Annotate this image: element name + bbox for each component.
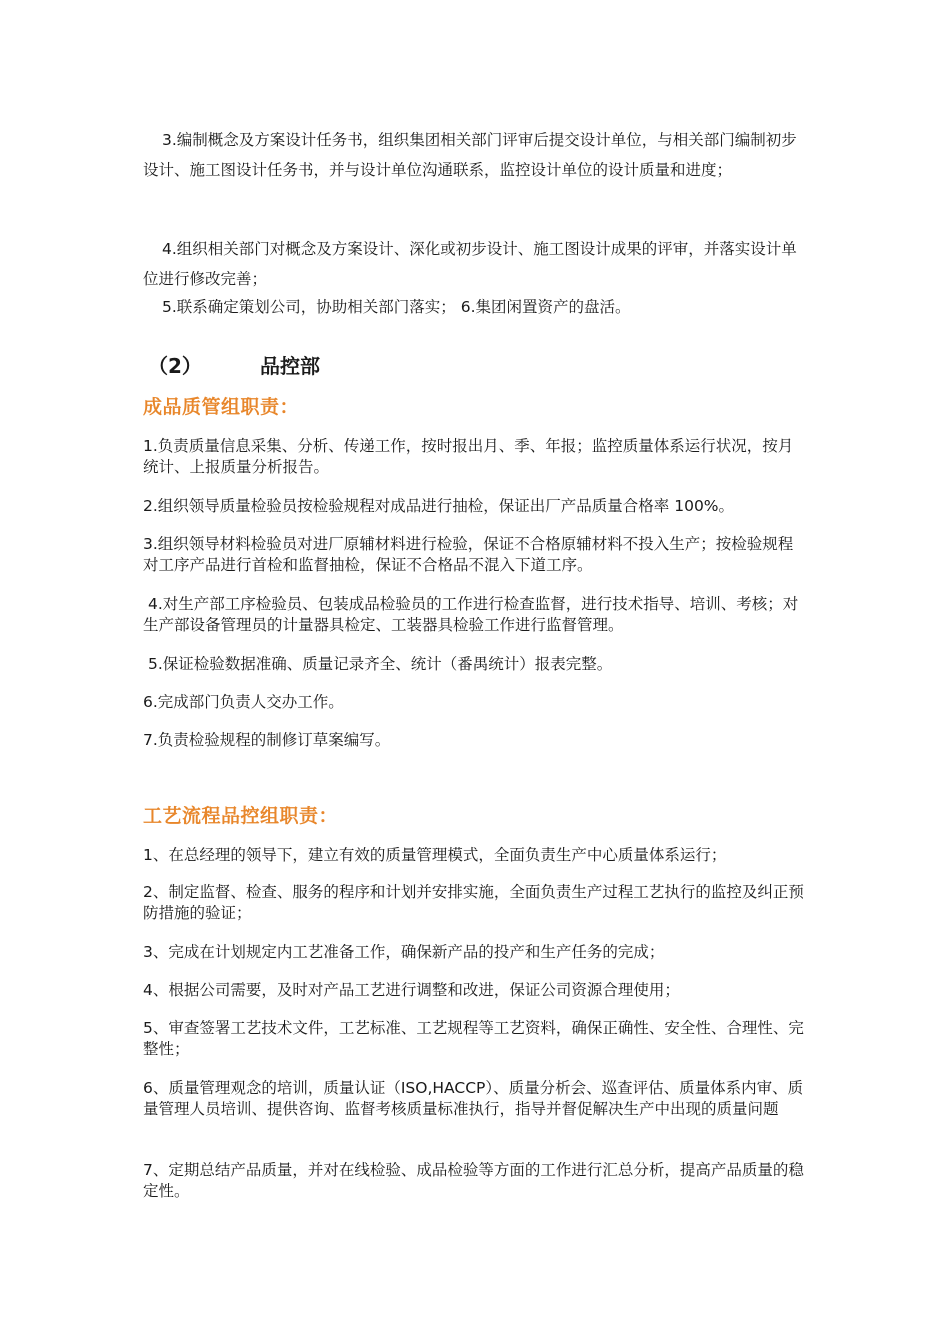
section-number: （2） (148, 354, 202, 378)
process-group-heading: 工艺流程品控组职责： (143, 805, 339, 827)
section-heading (148, 352, 320, 380)
process-item: 5、审查签署工艺技术文件，工艺标准、工艺规程等工艺资料，确保正确性、安全性、合理性、完整性； (143, 1019, 804, 1058)
qc-item: 6.完成部门负责人交办工作。 (143, 693, 344, 711)
process-item: 3、完成在计划规定内工艺准备工作，确保新产品的投产和生产任务的完成； (143, 943, 665, 961)
process-item: 4、根据公司需要，及时对产品工艺进行调整和改进，保证公司资源合理使用； (143, 981, 680, 999)
qc-group-heading: 成品质管组职责： (143, 396, 300, 418)
qc-item: 7.负责检验规程的制修订草案编写。 (143, 731, 391, 749)
process-item: 1、在总经理的领导下，建立有效的质量管理模式，全面负责生产中心质量体系运行； (143, 846, 727, 864)
qc-item: 4.对生产部工序检验员、包装成品检验员的工作进行检查监督，进行技术指导、培训、考核；对生产部设备管理员的计量器具检定、工装器具检验工作进行监督管理。 (143, 595, 799, 634)
qc-item: 2.组织领导质量检验员按检验规程对成品进行抽检，保证出厂产品质量合格率 100%。 (143, 497, 735, 515)
top-item-4: 4.组织相关部门对概念及方案设计、深化或初步设计、施工图设计成果的评审，并落实设计单位进行修改完善； (143, 240, 797, 288)
section-title: 品控部 (260, 354, 320, 378)
qc-item: 5.保证检验数据准确、质量记录齐全、统计（番禺统计）报表完整。 (148, 655, 613, 673)
top-item-3: 3.编制概念及方案设计任务书，组织集团相关部门评审后提交设计单位，与相关部门编制初步设计、施工图设计任务书，并与设计单位沟通联系，监控设计单位的设计质量和进度； (143, 131, 797, 179)
process-item: 7、定期总结产品质量，并对在线检验、成品检验等方面的工作进行汇总分析，提高产品质量的稳定性。 (143, 1161, 804, 1200)
process-item: 2、制定监督、检查、服务的程序和计划并安排实施，全面负责生产过程工艺执行的监控及纠正预防措施的验证； (143, 883, 804, 922)
process-item: 6、质量管理观念的培训，质量认证（ISO,HACCP）、质量分析会、巡查评估、质量体系内审、质量管理人员培训、提供咨询、监督考核质量标准执行，指导并督促解决生产中出现的质量问题 (143, 1079, 804, 1118)
top-item-5-6: 5.联系确定策划公司，协助相关部门落实； 6.集团闲置资产的盘活。 (162, 298, 631, 316)
qc-item: 1.负责质量信息采集、分析、传递工作，按时报出月、季、年报；监控质量体系运行状况，按月统计、上报质量分析报告。 (143, 437, 794, 476)
qc-item: 3.组织领导材料检验员对进厂原辅材料进行检验，保证不合格原辅材料不投入生产；按检验规程对工序产品进行首检和监督抽检，保证不合格品不混入下道工序。 (143, 535, 794, 574)
